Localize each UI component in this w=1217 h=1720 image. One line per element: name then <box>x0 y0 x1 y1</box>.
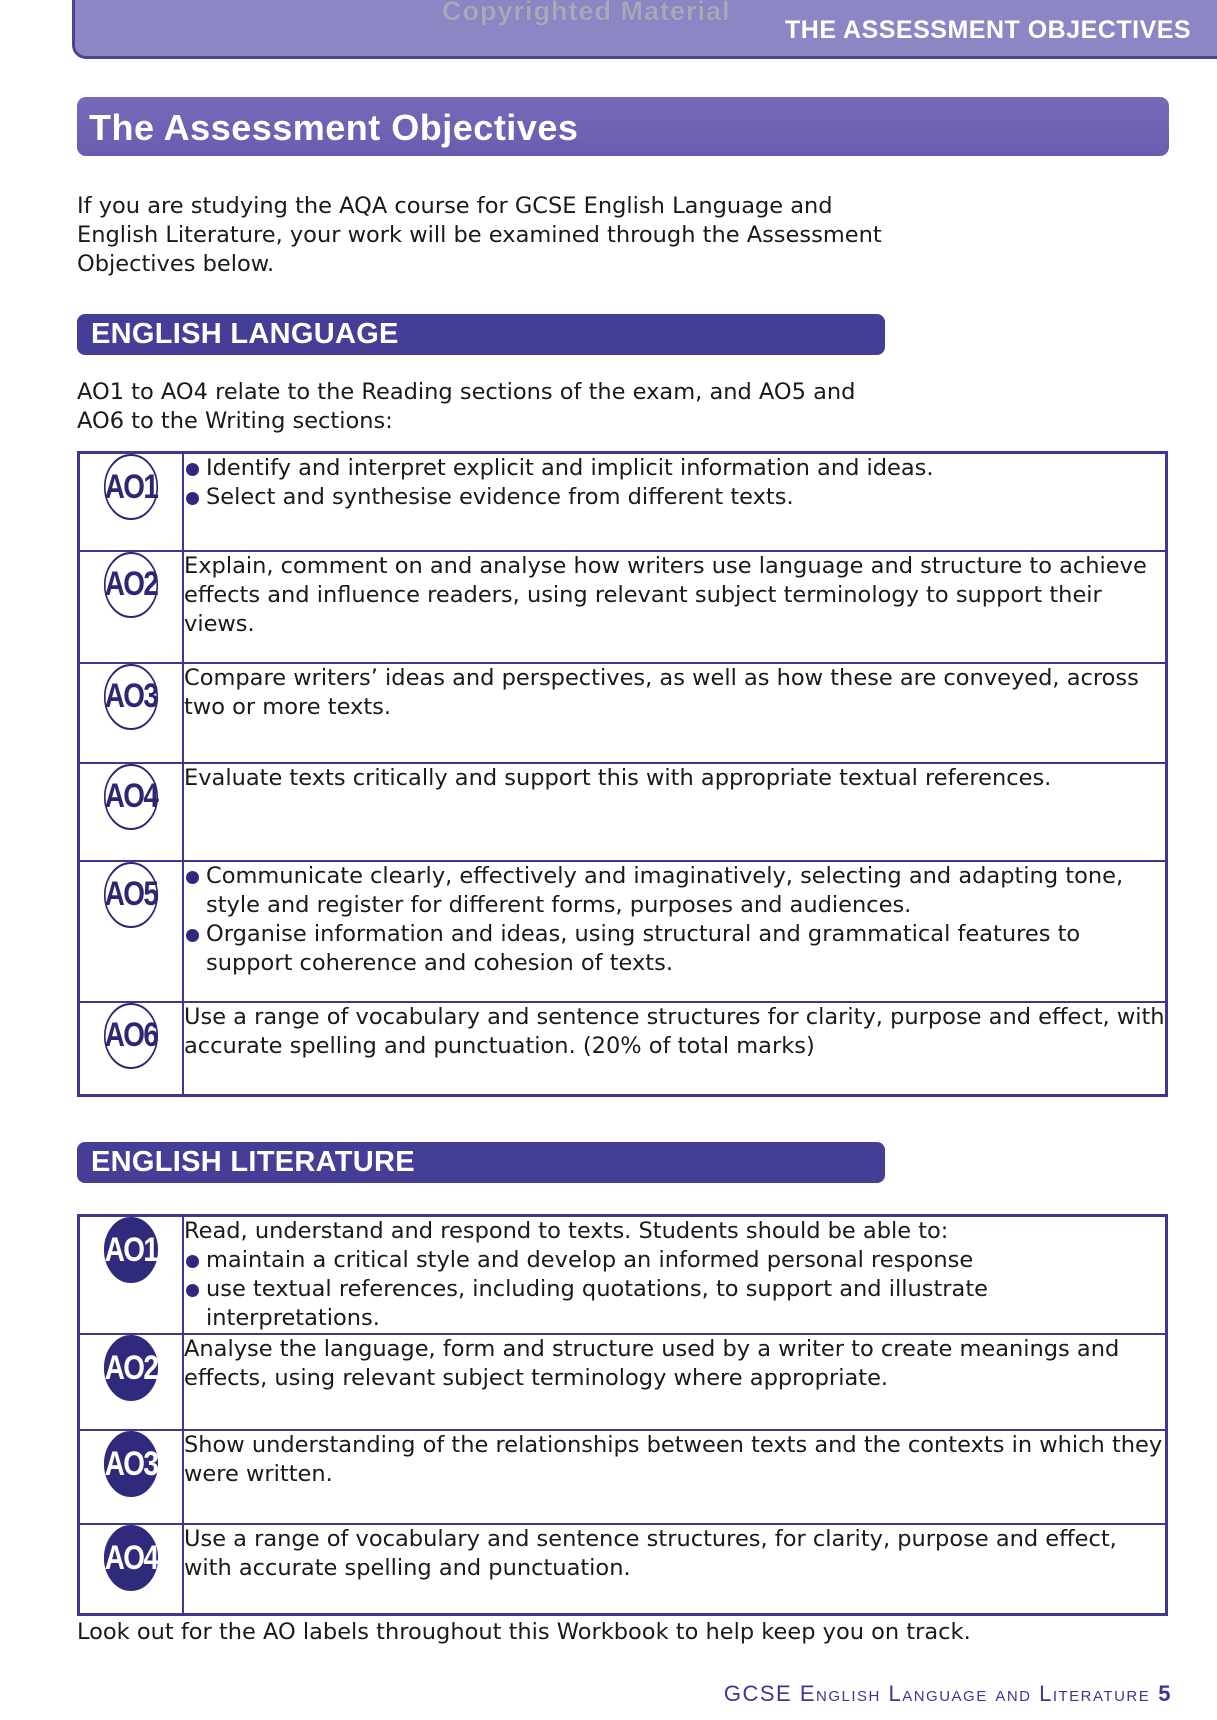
ao2-badge: AO2 <box>104 552 158 618</box>
ao3-badge: AO3 <box>104 1431 158 1497</box>
ao-description: Use a range of vocabulary and sentence structures, for clarity, purpose and effect, with accurate spelling and punctuation. <box>183 1524 1167 1614</box>
footer-book-title: GCSE English Language and Literature <box>723 1681 1151 1706</box>
ao4-badge: AO4 <box>104 764 158 830</box>
language-ao-table <box>77 451 1168 1097</box>
table-row <box>79 861 1167 1002</box>
watermark: Copyrighted Material <box>442 0 731 26</box>
title-bar <box>77 97 1169 156</box>
section-heading-literature-text: ENGLISH LITERATURE <box>91 1146 415 1178</box>
table-row <box>79 1216 1167 1335</box>
table-row <box>79 1002 1167 1096</box>
list-item: Communicate clearly, effectively and imaginatively, selecting and adapting tone, style and register for different forms, purposes and audiences. <box>184 862 1165 920</box>
ao-description: Explain, comment on and analyse how writers use language and structure to achieve effects and influence readers, using relevant subject terminology to support their views. <box>183 551 1167 663</box>
intro-paragraph: If you are studying the AQA course for GCSE English Language and English Literature, your work will be examined through the Assessment Objectives below. <box>77 193 882 277</box>
list-item: Identify and interpret explicit and implicit information and ideas. <box>184 454 1165 483</box>
ao-description: Compare writers’ ideas and perspectives, as well as how these are conveyed, across two or more texts. <box>183 663 1167 763</box>
ao3-badge: AO3 <box>104 664 158 730</box>
ao-description: Analyse the language, form and structure used by a writer to create meanings and effects, using relevant subject terminology where appropriate. <box>183 1334 1167 1430</box>
ao-description: Evaluate texts critically and support this with appropriate textual references. <box>183 763 1167 861</box>
ao-description: Show understanding of the relationships between texts and the contexts in which they were written. <box>183 1430 1167 1524</box>
ao-description: Read, understand and respond to texts. Students should be able to: <box>184 1218 949 1244</box>
table-row <box>79 663 1167 763</box>
table-row <box>79 1524 1167 1614</box>
ao4-badge: AO4 <box>104 1525 158 1591</box>
ao1-badge: AO1 <box>104 1217 158 1283</box>
page-title: The Assessment Objectives <box>89 107 579 148</box>
list-item: maintain a critical style and develop an informed personal response <box>184 1246 1165 1275</box>
closing-note: Look out for the AO labels throughout this Workbook to help keep you on track. <box>77 1619 971 1645</box>
ao5-badge: AO5 <box>104 862 158 928</box>
table-row <box>79 551 1167 663</box>
ao2-badge: AO2 <box>104 1335 158 1401</box>
table-row <box>79 453 1167 551</box>
table-row <box>79 1430 1167 1524</box>
language-intro: AO1 to AO4 relate to the Reading sections of the exam, and AO5 and AO6 to the Writing sections: <box>77 379 856 434</box>
page-number: 5 <box>1158 1681 1172 1706</box>
table-row <box>79 763 1167 861</box>
section-heading-language <box>77 314 885 355</box>
table-row <box>79 1334 1167 1430</box>
section-heading-language-text: ENGLISH LANGUAGE <box>91 318 399 350</box>
literature-ao-table <box>77 1214 1168 1616</box>
bullet-list <box>184 862 1165 978</box>
ao6-badge: AO6 <box>104 1003 158 1069</box>
list-item: Organise information and ideas, using structural and grammatical features to support coherence and cohesion of texts. <box>184 920 1165 978</box>
ao1-badge: AO1 <box>104 454 158 520</box>
ao-description: Use a range of vocabulary and sentence structures for clarity, purpose and effect, with accurate spelling and punctuation. (20% of total marks) <box>183 1002 1167 1096</box>
list-item: use textual references, including quotations, to support and illustrate interpretations. <box>184 1275 1165 1333</box>
list-item: Select and synthesise evidence from different texts. <box>184 483 1165 512</box>
page-footer <box>724 1681 1172 1707</box>
bullet-list <box>184 1246 1165 1333</box>
running-head: THE ASSESSMENT OBJECTIVES <box>785 16 1192 44</box>
section-heading-literature <box>77 1142 885 1183</box>
bullet-list <box>184 454 1165 512</box>
